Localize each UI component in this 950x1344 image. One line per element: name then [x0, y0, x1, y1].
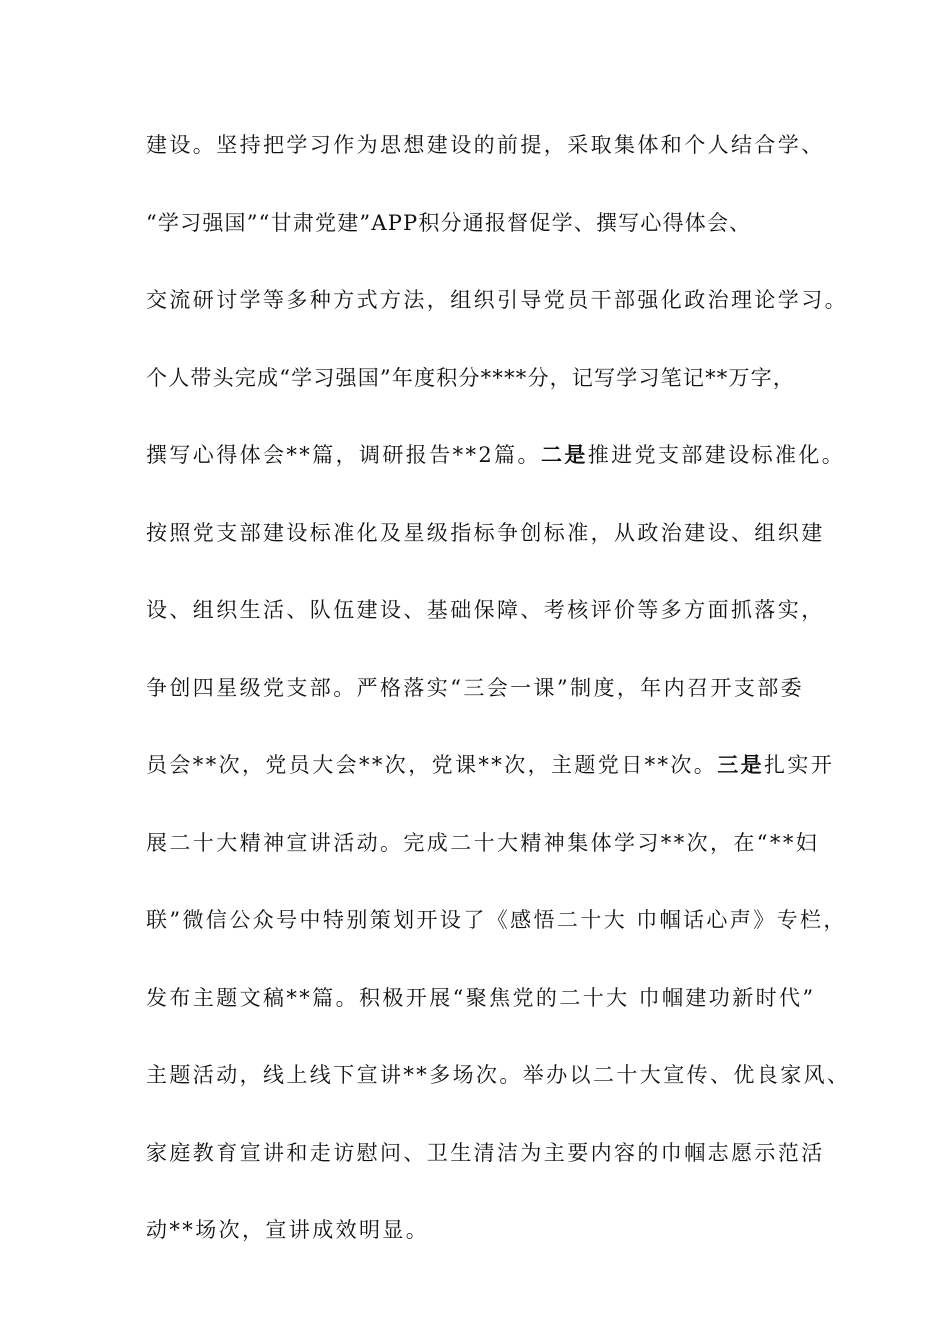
- text-line-8: [146, 671, 826, 704]
- text-line-9: [146, 748, 835, 781]
- text-run: 员会**次，党员大会**次，党课**次，主题党日**次。: [146, 753, 718, 777]
- text-line-14: [146, 1136, 826, 1169]
- text-run: 主题活动，线上线下宣讲**多场次。举办以二十大宣传、优良家风、: [146, 1063, 851, 1087]
- text-run: 按照党支部建设标准化及星级指标争创标准，从政治建设、组织建: [146, 520, 825, 545]
- text-run: 设、组织生活、队伍建设、基础保障、考核评价等多方面抓落实，: [146, 598, 825, 622]
- text-run: 扎实开: [764, 753, 835, 777]
- text-run: 联”微信公众号中特别策划开设了《感悟二十大 巾帼话心声》专栏，: [146, 908, 847, 932]
- text-run: 动**场次，宣讲成效明显。: [146, 1218, 430, 1242]
- text-run: 推进党支部建设标准化。: [587, 443, 846, 467]
- text-line-5: [146, 438, 846, 471]
- text-run: 家庭教育宣讲和走访慰问、卫生清洁为主要内容的巾帼志愿示范活: [146, 1140, 825, 1165]
- text-line-11: [146, 903, 847, 936]
- text-run: “学习强国”“甘肃党建”APP积分通报督促学、撰写心得体会、: [146, 210, 752, 235]
- text-run: 建设。坚持把学习作为思想建设的前提，采取集体和个人结合学、: [146, 133, 825, 157]
- text-line-10: [146, 826, 826, 859]
- body-text: [146, 128, 851, 1291]
- bold-run: 二是: [540, 442, 588, 467]
- text-run: 个人带头完成“学习强国”年度积分****分，记写学习笔记**万字，: [146, 365, 796, 390]
- text-line-2: [146, 206, 826, 239]
- text-line-12: [146, 981, 826, 1014]
- text-run: 发布主题文稿**篇。积极开展“聚焦党的二十大 巾帼建功新时代”: [146, 985, 816, 1010]
- text-run: 展二十大精神宣讲活动。完成二十大精神集体学习**次，在“**妇: [146, 830, 820, 855]
- bold-run: 三是: [717, 752, 765, 777]
- text-line-3: [146, 283, 848, 316]
- text-line-13: [146, 1058, 851, 1091]
- text-line-7: [146, 593, 826, 626]
- text-line-4: [146, 361, 826, 394]
- text-run: 交流研讨学等多种方式方法，组织引导党员干部强化政治理论学习。: [146, 288, 848, 312]
- text-run: 争创四星级党支部。严格落实“三会一课”制度，年内召开支部委: [146, 675, 805, 700]
- text-line-6: [146, 516, 826, 549]
- text-line-1: [146, 128, 826, 161]
- text-run: 撰写心得体会**篇，调研报告**2篇。: [146, 443, 541, 467]
- text-line-15: [146, 1213, 826, 1246]
